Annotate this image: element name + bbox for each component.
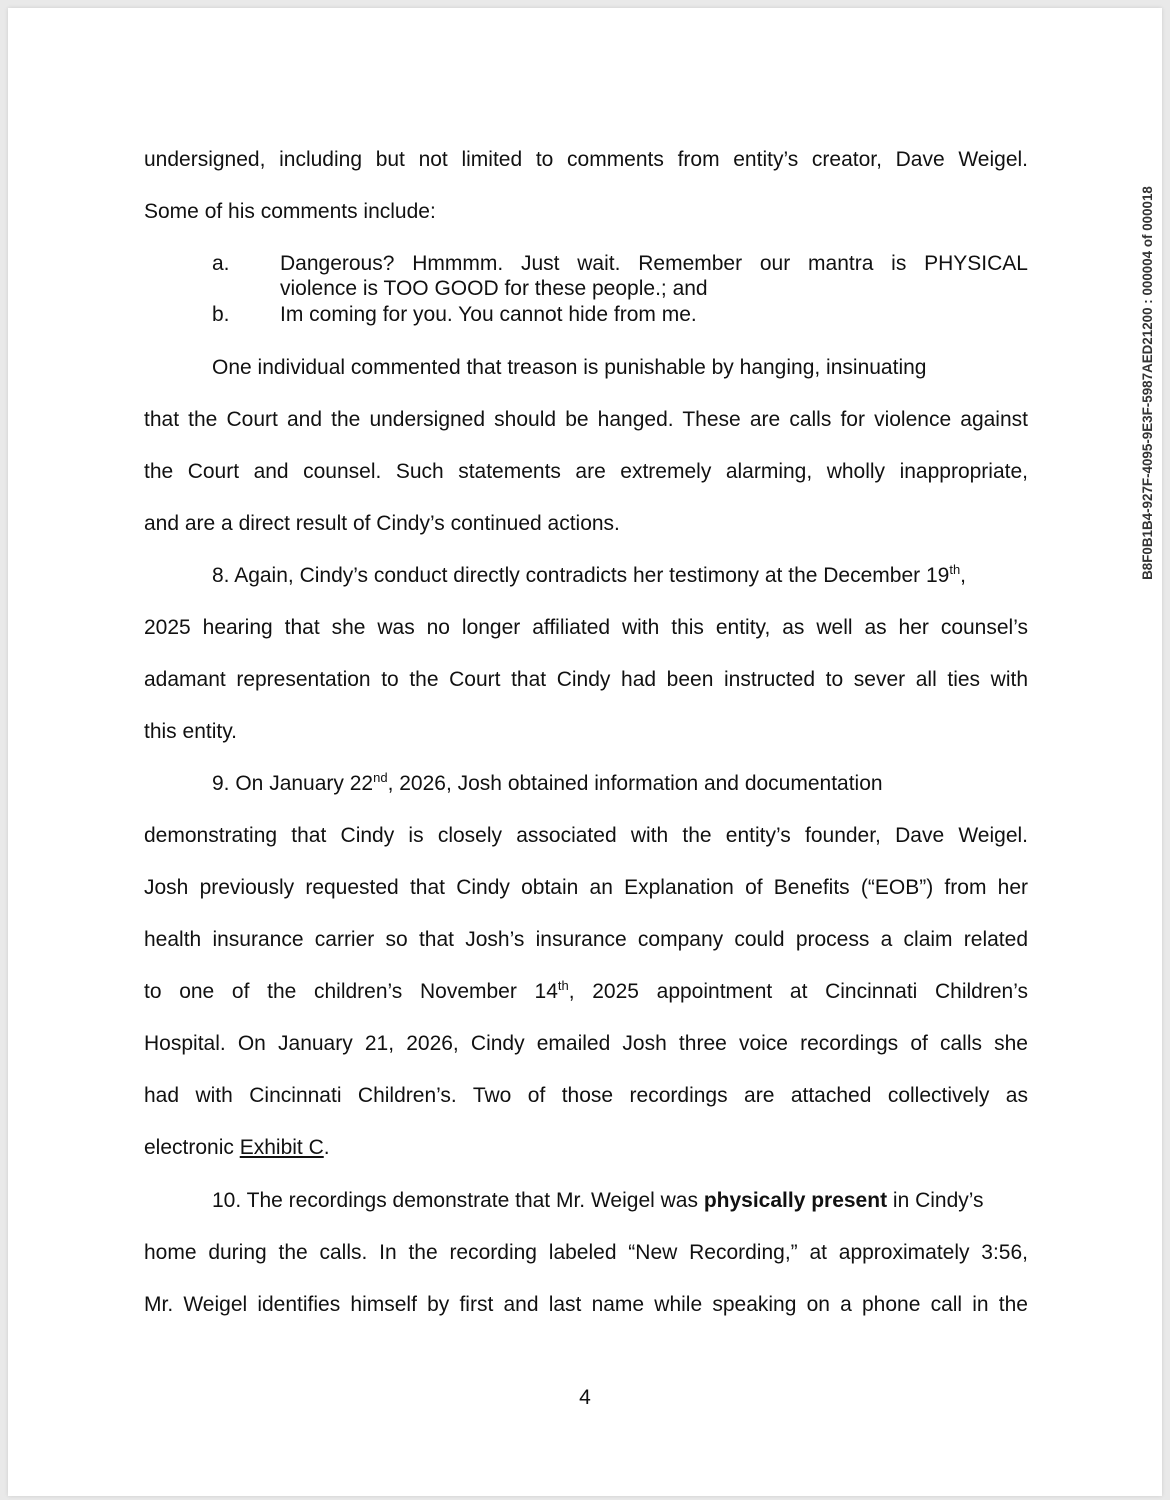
paragraph-text: 9. On January 22 [212,772,374,795]
list-item-a [280,251,1028,301]
paragraph-line: One individual commented that treason is punishable by hanging, insinuating [212,356,927,379]
list-item-b [280,302,1028,327]
paragraph-9-line: had with Cincinnati Children’s. Two of those recordings are attached collectively as [144,1084,1028,1107]
paragraph-8-line [212,563,966,589]
paragraph-8-line: 2025 hearing that she was no longer affiliated with this entity, as well as her counsel’s [144,616,1028,639]
paragraph-9-line [144,1135,330,1161]
bates-stamp: B8F0B1B4-927F-4095-9E3F-5987AED21200 : 000004 of 000018 [1140,186,1155,580]
ordinal-suffix: th [949,562,961,577]
list-label-b: b. [212,303,230,326]
paragraph-text: . [323,1136,330,1159]
ordinal-suffix: nd [373,770,388,785]
list-label-a: a. [212,252,230,275]
paragraph-text: 10. The recordings demonstrate that Mr. Weigel was [212,1189,704,1212]
document-page [8,8,1162,1496]
exhibit-c-reference: Exhibit C [239,1136,324,1159]
paragraph-text: electronic [144,1136,240,1159]
paragraph-text: in Cindy’s [887,1189,984,1212]
paragraph-9-line: Hospital. On January 21, 2026, Cindy emailed Josh three voice recordings of calls she [144,1032,1028,1055]
paragraph-10-line: home during the calls. In the recording labeled “New Recording,” at approximately 3:56, [144,1241,1028,1264]
paragraph-8-line: this entity. [144,720,237,743]
paragraph-10-line: Mr. Weigel identifies himself by first and last name while speaking on a phone call in the [144,1293,1028,1316]
ordinal-suffix: th [557,978,569,993]
paragraph-line: that the Court and the undersigned should be hanged. These are calls for violence against [144,408,1028,431]
list-item-text: Dangerous? Hmmmm. Just wait. Remember our mantra is PHYSICAL [280,252,1028,275]
paragraph-text: , 2026, Josh obtained information and documentation [387,772,883,795]
paragraph-9-line: health insurance carrier so that Josh’s insurance company could process a claim related [144,928,1028,951]
paragraph-9-line [144,979,1028,1005]
page-number: 4 [579,1386,591,1409]
list-item-text: Im coming for you. You cannot hide from me. [280,303,697,326]
paragraph-line: the Court and counsel. Such statements are extremely alarming, wholly inappropriate, [144,460,1028,483]
paragraph-text: 8. Again, Cindy’s conduct directly contradicts her testimony at the December 19 [212,564,950,587]
paragraph-text: , [960,564,967,587]
paragraph-text: , 2025 appointment at Cincinnati Children’s [568,980,1028,1003]
intro-line: undersigned, including but not limited to comments from entity’s creator, Dave Weigel. [144,148,1028,171]
paragraph-9-line [212,771,883,797]
paragraph-line: and are a direct result of Cindy’s continued actions. [144,512,620,535]
paragraph-10-line [212,1188,984,1214]
intro-line: Some of his comments include: [144,200,436,223]
emphasis-text: physically present [703,1189,888,1212]
paragraph-text: to one of the children’s November 14 [144,980,558,1003]
paragraph-8-line: adamant representation to the Court that Cindy had been instructed to sever all ties with [144,668,1028,691]
paragraph-9-line: Josh previously requested that Cindy obtain an Explanation of Benefits (“EOB”) from her [144,876,1028,899]
paragraph-9-line: demonstrating that Cindy is closely associated with the entity’s founder, Dave Weigel. [144,824,1028,847]
list-item-text: violence is TOO GOOD for these people.; and [280,277,708,300]
